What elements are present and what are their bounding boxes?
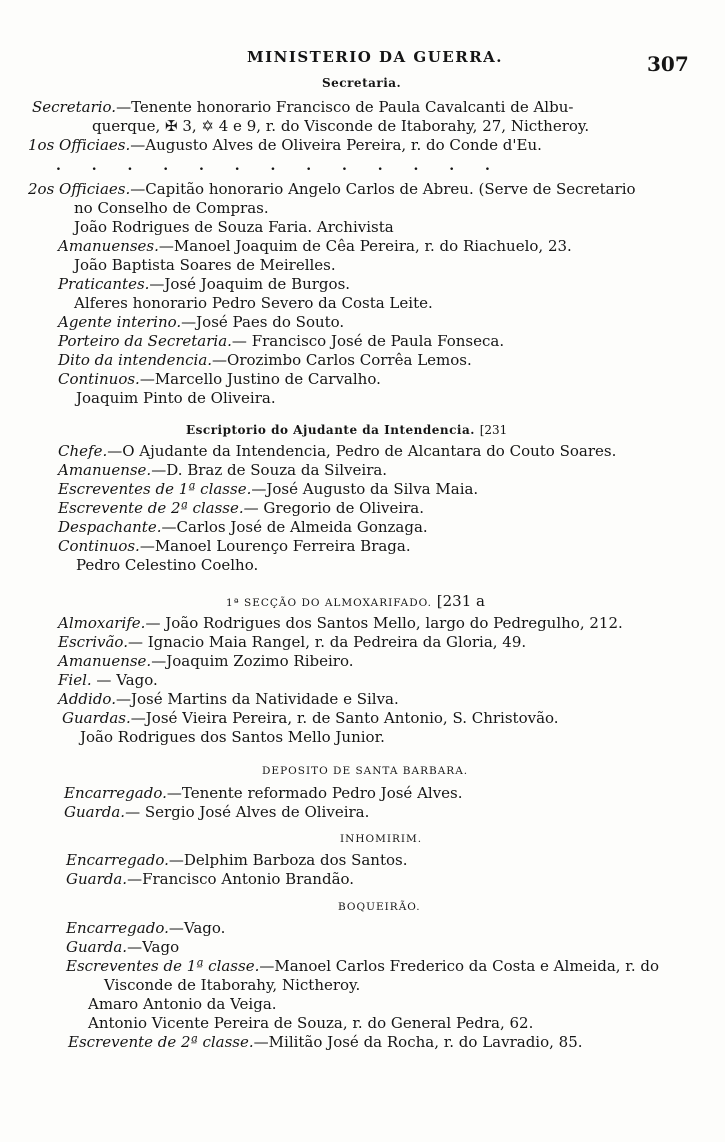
entry-line: Encarregado.—Vago. bbox=[66, 919, 226, 937]
entry-line: Porteiro da Secretaria.— Francisco José de Paula Fonseca. bbox=[58, 332, 505, 350]
entry-line: 2os Officiaes.—Capitão honorario Angelo Carlos de Abreu. (Serve de Secretario bbox=[28, 180, 636, 198]
entry-line: Joaquim Pinto de Oliveira. bbox=[76, 389, 276, 407]
entry-line: Fiel. — Vago. bbox=[58, 671, 158, 689]
entry-line: Guarda.—Vago bbox=[66, 938, 180, 956]
entry-line: João Rodrigues dos Santos Mello Junior. bbox=[80, 728, 385, 746]
section-heading-almoxarifado: 1ª SECÇÃO DO ALMOXARIFADO. [231 a bbox=[226, 592, 485, 610]
entry-line: 1os Officiaes.—Augusto Alves de Oliveira Pereira, r. do Conde d'Eu. bbox=[28, 136, 542, 154]
entry-line: Amanuense.—D. Braz de Souza da Silveira. bbox=[58, 461, 388, 479]
entry-line: João Rodrigues de Souza Faria. Archivista bbox=[74, 218, 394, 236]
entry-line: João Baptista Soares de Meirelles. bbox=[74, 256, 336, 274]
entry-line: querque, ✠ 3, ✡ 4 e 9, r. do Visconde de Itaborahy, 27, Nictheroy. bbox=[92, 117, 590, 135]
entry-line: Alferes honorario Pedro Severo da Costa Leite. bbox=[74, 294, 433, 312]
entry-line: no Conselho de Compras. bbox=[74, 199, 269, 217]
entry-line: Amanuenses.—Manoel Joaquim de Cêa Pereira, r. do Riachuelo, 23. bbox=[58, 237, 572, 255]
entry-line: Guardas.—José Vieira Pereira, r. de Santo Antonio, S. Christovão. bbox=[62, 709, 559, 727]
entry-line: Almoxarife.— João Rodrigues dos Santos Mello, largo do Pedregulho, 212. bbox=[58, 614, 623, 632]
entry-line: Escrevente de 2ª classe.— Gregorio de Oliveira. bbox=[58, 499, 425, 517]
entry-line: Pedro Celestino Coelho. bbox=[76, 556, 259, 574]
ellipsis-row: . . . . . . . . . . . . . bbox=[56, 158, 503, 174]
entry-line: Continuos.—Marcello Justino de Carvalho. bbox=[58, 370, 381, 388]
entry-line: Guarda.— Sergio José Alves de Oliveira. bbox=[64, 803, 370, 821]
entry-line: Antonio Vicente Pereira de Souza, r. do General Pedra, 62. bbox=[88, 1014, 534, 1032]
section-heading-escriptorio: Escriptorio do Ajudante da Intendencia. [231 bbox=[186, 423, 508, 437]
entry-line: Visconde de Itaborahy, Nictheroy. bbox=[104, 976, 361, 994]
entry-line: Escreventes de 1ª classe.—Manoel Carlos Frederico da Costa e Almeida, r. do bbox=[66, 957, 659, 975]
entry-line: Encarregado.—Tenente reformado Pedro José Alves. bbox=[64, 784, 463, 802]
entry-line: Encarregado.—Delphim Barboza dos Santos. bbox=[66, 851, 408, 869]
page-title: MINISTERIO DA GUERRA. bbox=[246, 48, 504, 66]
entry-line: Chefe.—O Ajudante da Intendencia, Pedro de Alcantara do Couto Soares. bbox=[58, 442, 617, 460]
entry-line: Amanuense.—Joaquim Zozimo Ribeiro. bbox=[58, 652, 354, 670]
entry-line: Agente interino.—José Paes do Souto. bbox=[58, 313, 345, 331]
entry-line: Despachante.—Carlos José de Almeida Gonzaga. bbox=[58, 518, 428, 536]
entry-line: Guarda.—Francisco Antonio Brandão. bbox=[66, 870, 355, 888]
entry-line: Amaro Antonio da Veiga. bbox=[88, 995, 277, 1013]
entry-line: Escrivão.— Ignacio Maia Rangel, r. da Pedreira da Gloria, 49. bbox=[58, 633, 527, 651]
entry-line: Praticantes.—José Joaquim de Burgos. bbox=[58, 275, 351, 293]
section-heading-secretaria: Secretaria. bbox=[322, 76, 402, 90]
entry-line: Continuos.—Manoel Lourenço Ferreira Braga. bbox=[58, 537, 411, 555]
page-number: 307 bbox=[647, 52, 689, 76]
entry-line: Addido.—José Martins da Natividade e Silva. bbox=[58, 690, 399, 708]
section-heading-boqueirao: BOQUEIRÃO. bbox=[338, 901, 421, 913]
section-heading-inhomirim: INHOMIRIM. bbox=[340, 833, 423, 845]
entry-line: Dito da intendencia.—Orozimbo Carlos Corrêa Lemos. bbox=[58, 351, 472, 369]
entry-line: Escreventes de 1ª classe.—José Augusto da Silva Maia. bbox=[58, 480, 479, 498]
section-heading-deposito: DEPOSITO DE SANTA BARBARA. bbox=[262, 765, 469, 777]
entry-line: Secretario.—Tenente honorario Francisco de Paula Cavalcanti de Albu- bbox=[32, 98, 574, 116]
entry-line: Escrevente de 2ª classe.—Militão José da Rocha, r. do Lavradio, 85. bbox=[68, 1033, 583, 1051]
